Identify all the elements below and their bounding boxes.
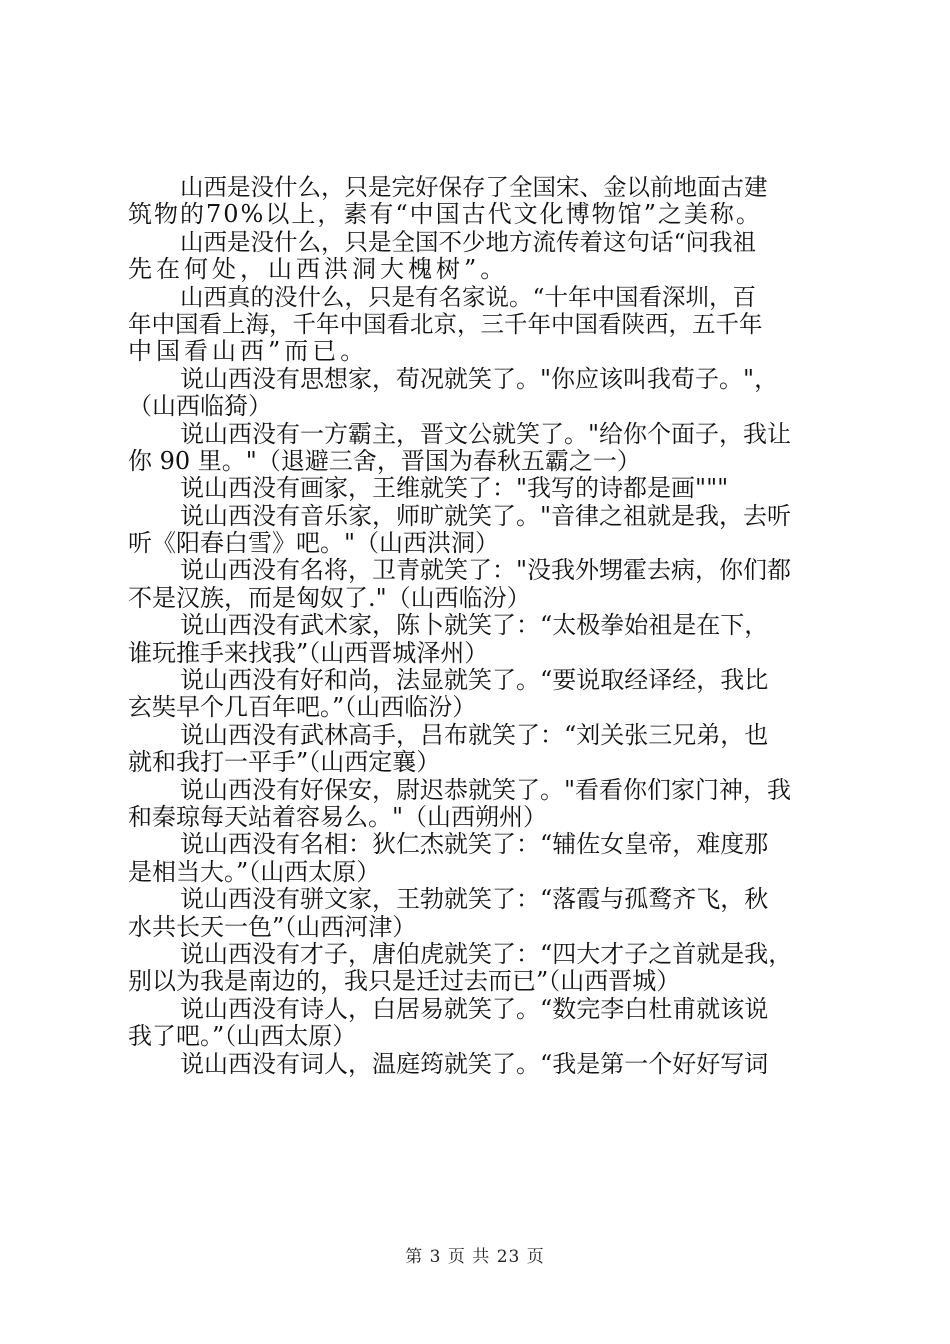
text-line: 和秦琼每天站着容易么。"（山西朔州） bbox=[128, 802, 548, 831]
text-line: 说山西没有思想家，荀况就笑了。"你应该叫我荀子。"， bbox=[180, 364, 779, 393]
text-line: 说山西没有好保安，尉迟恭就笑了。"看看你们家门神，我 bbox=[180, 775, 792, 804]
text-line: 先在何处，山西洪洞大槐树”。 bbox=[128, 255, 509, 284]
text-line: 说山西没有一方霸主，晋文公就笑了。"给你个面子，我让 bbox=[180, 419, 792, 448]
text-line: 山西是没什么，只是完好保存了全国宋、金以前地面古建 bbox=[180, 173, 768, 201]
text-line: 你 90 里。"（退避三舍，晋国为春秋五霸之一） bbox=[128, 446, 641, 475]
page-footer: 第 3 页 共 23 页 bbox=[405, 1247, 545, 1267]
text-line: 说山西没有名将，卫青就笑了："没我外甥霍去病，你们都 bbox=[180, 556, 792, 585]
text-line: 说山西没有名相：狄仁杰就笑了：“辅佐女皇帝，难度那 bbox=[180, 830, 769, 859]
text-line: 说山西没有骈文家，王勃就笑了：“落霞与孤鹜齐飞，秋 bbox=[180, 885, 769, 914]
text-line: 年中国看上海，千年中国看北京，三千年中国看陕西，五千年 bbox=[128, 309, 763, 338]
text-line: 说山西没有好和尚，法显就笑了。“要说取经译经，我比 bbox=[180, 666, 769, 695]
text-line: 谁玩推手来找我”（山西晋城泽州） bbox=[128, 638, 489, 667]
text-line: 我了吧。”（山西太原） bbox=[128, 1022, 357, 1051]
text-line: 说山西没有武术家，陈卜就笑了：“太极拳始祖是在下， bbox=[180, 611, 769, 640]
text-line: 说山西没有画家，王维就笑了："我写的诗都是画""" bbox=[180, 474, 729, 503]
text-line: 中国看山西”而已。 bbox=[128, 337, 369, 366]
text-line: 说山西没有武林高手，吕布就笑了：“刘关张三兄弟，也 bbox=[180, 720, 769, 749]
text-line: 山西是没什么，只是全国不少地方流传着这句话“问我祖 bbox=[180, 227, 757, 256]
text-line: 筑物的70%以上，素有“中国古代文化博物馆”之美称。 bbox=[128, 200, 762, 229]
body-text bbox=[128, 174, 838, 1078]
text-line: 不是汉族，而是匈奴了."（山西临汾） bbox=[128, 583, 531, 612]
text-line: （山西临猗） bbox=[128, 392, 272, 421]
text-line: 水共长天一色”（山西河津） bbox=[128, 912, 417, 941]
text-line: 说山西没有才子，唐伯虎就笑了：“四大才子之首就是我， bbox=[180, 939, 793, 968]
text-line: 就和我打一平手”（山西定襄） bbox=[128, 748, 441, 777]
text-line: 玄奘早个几百年吧。”（山西临汾） bbox=[128, 693, 477, 722]
text-line: 听《阳春白雪》吧。"（山西洪洞） bbox=[128, 529, 500, 558]
text-line: 山西真的没什么，只是有名家说。“十年中国看深圳，百 bbox=[180, 282, 757, 311]
text-line: 说山西没有音乐家，师旷就笑了。"音律之祖就是我，去听 bbox=[180, 501, 792, 530]
text-line: 说山西没有词人，温庭筠就笑了。“我是第一个好好写词 bbox=[180, 1049, 769, 1078]
text-line: 别以为我是南边的，我只是迁过去而已”（山西晋城） bbox=[128, 967, 681, 996]
text-line: 是相当大。”（山西太原） bbox=[128, 857, 381, 886]
text-line: 说山西没有诗人，白居易就笑了。“数完李白杜甫就该说 bbox=[180, 994, 769, 1023]
